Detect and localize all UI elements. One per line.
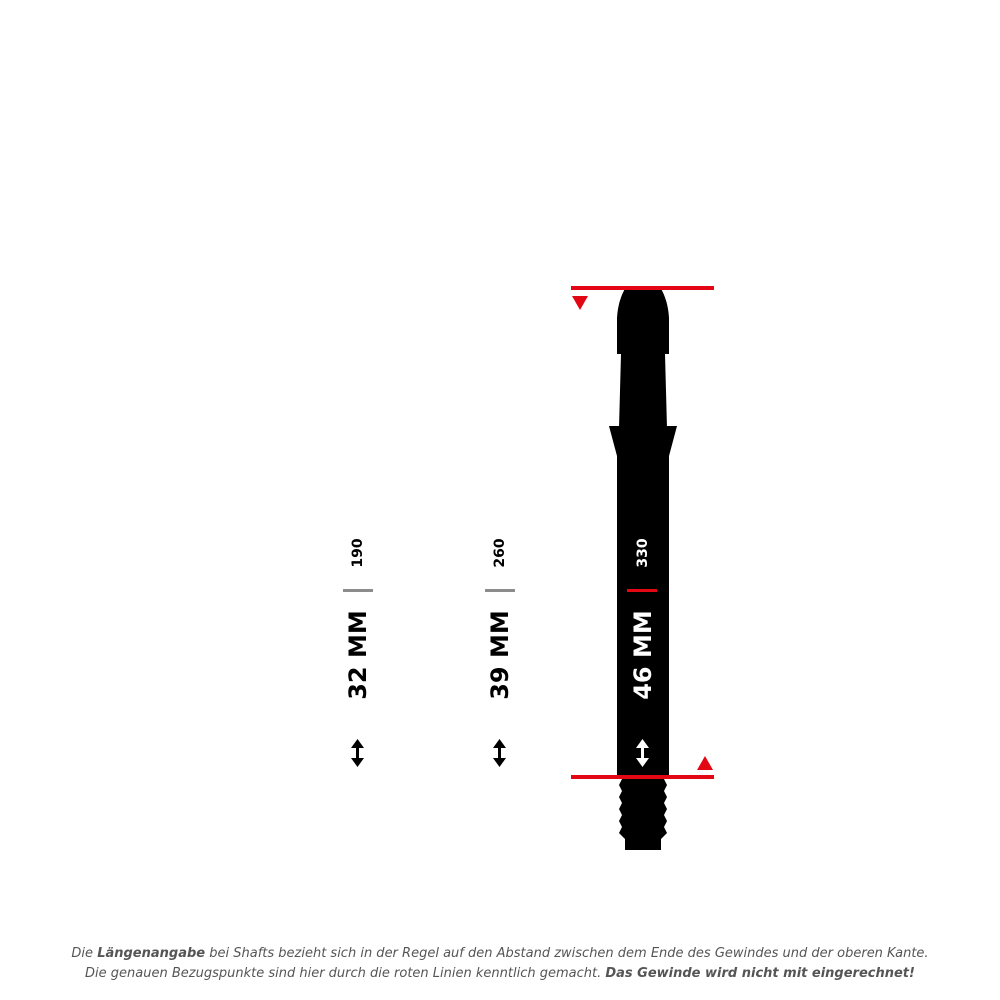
caption-line-2 <box>0 964 1000 984</box>
shaft-code-label: 260 <box>492 538 508 568</box>
separator-bar <box>343 589 373 592</box>
shaft-neck <box>619 354 667 428</box>
separator-bar <box>627 589 657 592</box>
shaft-code-label: 330 <box>635 538 651 568</box>
shaft-flare <box>609 426 677 456</box>
double-arrow-icon <box>493 739 506 767</box>
bottom-reference-arrow <box>697 756 713 770</box>
explanation-caption <box>0 944 1000 984</box>
caption-text: Die genauen Bezugspunkte sind hier durch die roten Linien kenntlich gemacht. <box>85 966 606 981</box>
top-reference-arrow <box>572 296 588 310</box>
shaft-thread <box>619 779 667 850</box>
top-reference-line <box>571 286 714 290</box>
caption-line-1 <box>0 944 1000 964</box>
shaft-column-190 <box>343 538 373 767</box>
caption-emphasis: Das Gewinde wird nicht mit eingerechnet! <box>605 966 915 981</box>
shaft-top-head <box>617 287 669 354</box>
shaft-length-label: 39 MM <box>486 610 514 700</box>
caption-text: bei Shafts bezieht sich in der Regel auf den Abstand zwischen dem Ende des Gewindes und der oberen Kante. <box>205 946 929 961</box>
caption-emphasis: Längenangabe <box>97 946 206 961</box>
shaft-column-260 <box>485 538 515 767</box>
shaft-code-label: 190 <box>350 538 366 568</box>
double-arrow-icon <box>351 739 364 767</box>
caption-text: Die <box>71 946 98 961</box>
bottom-reference-line <box>571 775 714 779</box>
separator-bar <box>485 589 515 592</box>
shaft-length-label: 46 MM <box>629 610 657 700</box>
shaft-length-label: 32 MM <box>344 610 372 700</box>
